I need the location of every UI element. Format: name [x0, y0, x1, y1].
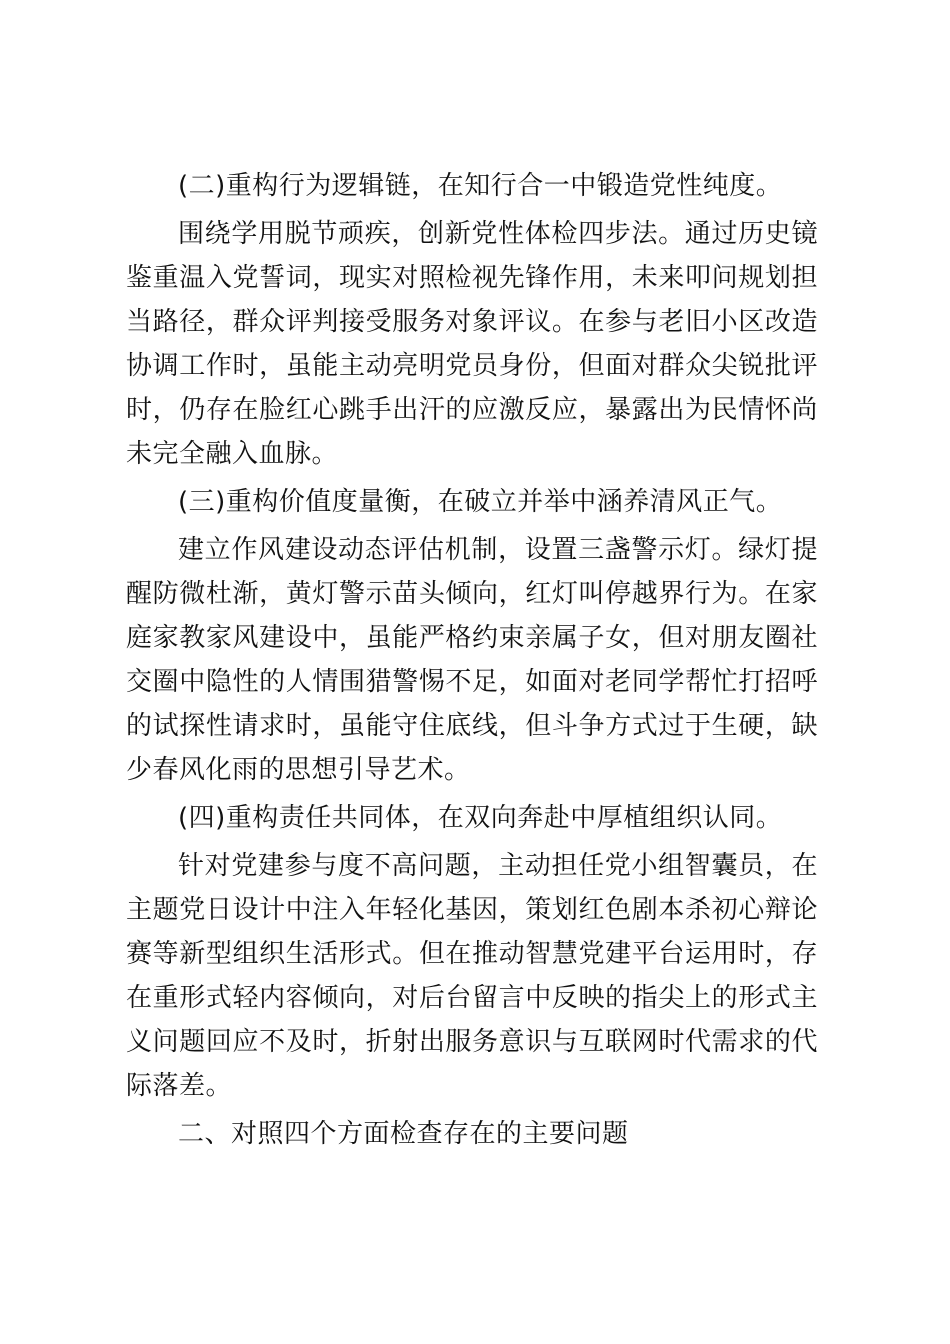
- body-paragraph-2: 建立作风建设动态评估机制，设置三盏警示灯。绿灯提醒防微杜渐，黄灯警示苗头倾向，红灯叫停越界行为。在家庭家教家风建设中，虽能严格约束亲属子女，但对朋友圈社交圈中隐性的人情围猎警惕不足，如面对老同学帮忙打招呼的试探性请求时，虽能守住底线，但斗争方式过于生硬，缺少春风化雨的思想引导艺术。: [126, 535, 818, 785]
- document-page: [126, 164, 818, 1156]
- heading-4: (四)重构责任共同体，在双向奔赴中厚植组织认同。: [178, 803, 783, 833]
- body-paragraph-1: 围绕学用脱节顽疾，创新党性体检四步法。通过历史镜鉴重温入党誓词，现实对照检视先锋作用，未来叩问规划担当路径，群众评判接受服务对象评议。在参与老旧小区改造协调工作时，虽能主动亮明党员身份，但面对群众尖锐批评时，仍存在脸红心跳手出汗的应激反应，暴露出为民情怀尚未完全融入血脉。: [126, 219, 818, 469]
- heading-2: (二)重构行为逻辑链，在知行合一中锻造党性纯度。: [178, 171, 783, 201]
- section-title: 二、对照四个方面检查存在的主要问题: [178, 1119, 629, 1149]
- heading-3: (三)重构价值度量衡，在破立并举中涵养清风正气。: [178, 487, 783, 517]
- body-paragraph-3: 针对党建参与度不高问题，主动担任党小组智囊员，在主题党日设计中注入年轻化基因，策划红色剧本杀初心辩论赛等新型组织生活形式。但在推动智慧党建平台运用时，存在重形式轻内容倾向，对后台留言中反映的指尖上的形式主义问题回应不及时，折射出服务意识与互联网时代需求的代际落差。: [126, 851, 818, 1101]
